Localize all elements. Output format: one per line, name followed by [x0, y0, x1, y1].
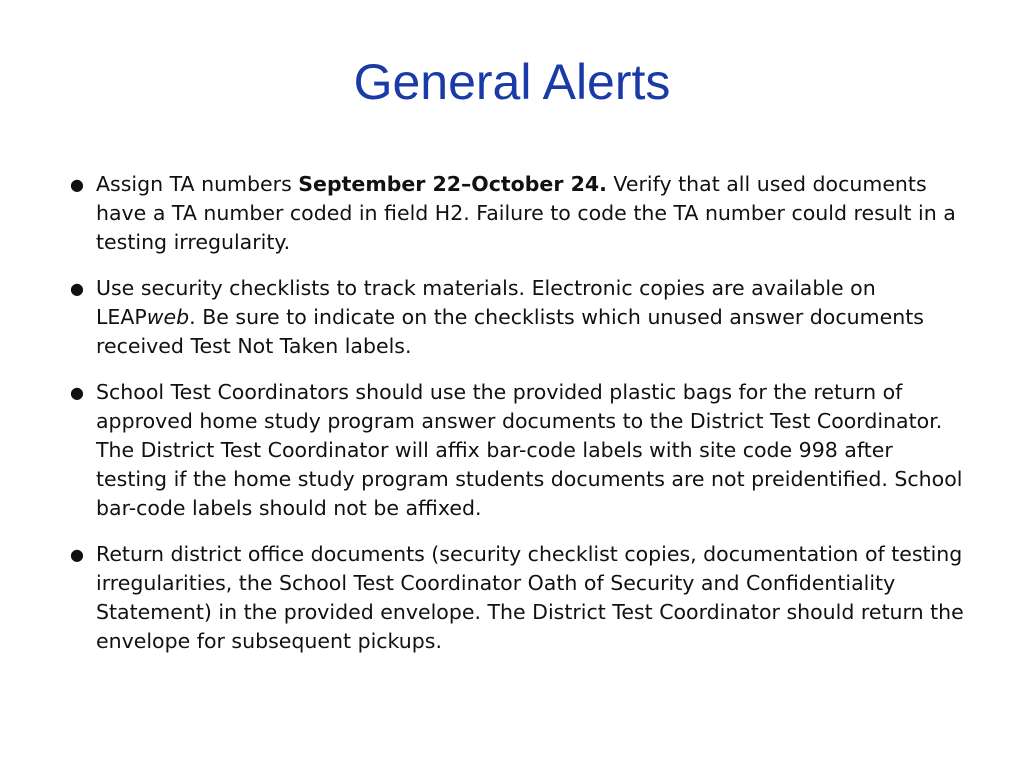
bullet-icon: ● — [70, 175, 84, 194]
bullet-icon: ● — [70, 383, 84, 402]
bullet-text-pre: Assign TA numbers — [96, 172, 299, 196]
bullet-icon: ● — [70, 545, 84, 564]
bullet-text-pre: Use security checklists to track materials. Electronic copies are available on LEAP — [96, 276, 876, 329]
bullet-text-leapweb-italic: web — [146, 305, 190, 329]
bullet-text-post: . Be sure to indicate on the checklists which unused answer documents received Test Not Taken labels. — [96, 305, 924, 358]
bullet-item-security-checklists — [70, 274, 970, 361]
bullet-item-district-documents — [70, 540, 970, 656]
bullet-text: Return district office documents (security checklist copies, documentation of testing irregularities, the School Test Coordinator Oath of Security and Confidentiality Statement) in the provided envelope. The District Test Coordinator should return the envelope for subsequent pickups. — [96, 542, 964, 653]
bullet-text-post: Verify that all used documents have a TA number coded in field H2. Failure to code the TA number could result in a testing irregularity. — [96, 172, 956, 254]
slide-title: General Alerts — [353, 54, 671, 110]
bullet-list — [70, 170, 970, 673]
bullet-icon: ● — [70, 279, 84, 298]
bullet-text: School Test Coordinators should use the provided plastic bags for the return of approved home study program answer documents to the District Test Coordinator. The District Test Coordinator will affix bar-code labels with site code 998 after testing if the home study program students documents are not preidentified. School bar-code labels should not be affixed. — [96, 380, 963, 520]
bullet-text-date-range: September 22–October 24. — [298, 172, 607, 196]
bullet-item-ta-numbers — [70, 170, 970, 257]
bullet-item-plastic-bags — [70, 378, 970, 523]
